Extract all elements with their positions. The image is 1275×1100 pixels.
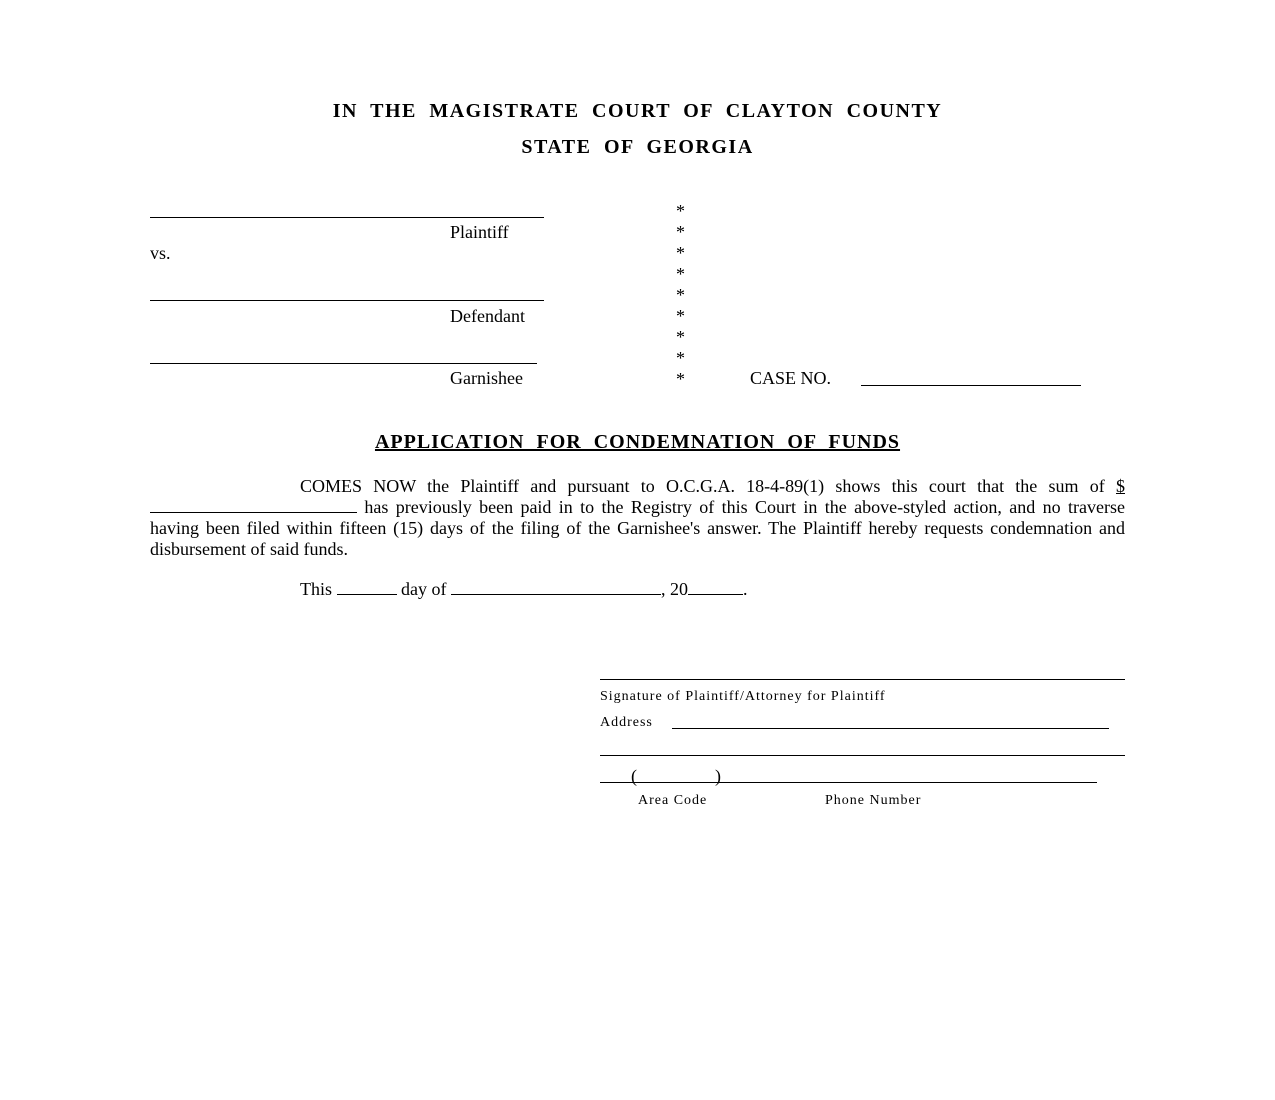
separator-star: * (676, 243, 685, 263)
month-blank[interactable] (451, 580, 661, 595)
body-text-end: has previously been paid in to the Registry of this Court in the above-styled action, and no traverse having been filed within fifteen (15) days of the filing of the Garnishee's answer. The Plaintiff hereby requests condemnation and disbursement of said funds. (150, 497, 1125, 559)
area-code-open-paren: ( (631, 766, 637, 786)
signature-label: Signature of Plaintiff/Attorney for Plaintiff (600, 689, 886, 704)
separator-star: * (676, 285, 685, 305)
plaintiff-name-line[interactable] (150, 217, 544, 218)
signature-line[interactable] (600, 679, 1125, 680)
vs-label: vs. (150, 243, 171, 263)
amount-blank[interactable] (150, 498, 357, 513)
document-title: APPLICATION FOR CONDEMNATION OF FUNDS (374, 431, 901, 453)
phone-line[interactable] (600, 782, 1097, 783)
garnishee-label: Garnishee (450, 368, 523, 388)
separator-star: * (676, 222, 685, 242)
separator-star: * (676, 348, 685, 368)
plaintiff-label: Plaintiff (450, 222, 509, 242)
this-label: This (300, 579, 333, 599)
phone-number-label: Phone Number (825, 793, 922, 808)
separator-star: * (676, 327, 685, 347)
day-blank[interactable] (337, 580, 397, 595)
separator-star: * (676, 201, 685, 221)
court-heading: IN THE MAGISTRATE COURT OF CLAYTON COUNTY (332, 100, 943, 122)
amount-dollar-sign: $ (1116, 476, 1125, 496)
year-blank[interactable] (688, 580, 743, 595)
date-period: . (743, 579, 748, 599)
address-line-1[interactable] (672, 728, 1109, 729)
separator-star: * (676, 306, 685, 326)
separator-star: * (676, 369, 685, 389)
defendant-name-line[interactable] (150, 300, 544, 301)
defendant-label: Defendant (450, 306, 525, 326)
address-label: Address (600, 715, 653, 730)
address-line-2[interactable] (600, 755, 1125, 756)
area-code-close-paren: ) (715, 766, 721, 786)
date-line (300, 579, 748, 600)
separator-star: * (676, 264, 685, 284)
state-heading: STATE OF GEORGIA (521, 136, 754, 158)
day-of-label: day of (401, 579, 447, 599)
garnishee-name-line[interactable] (150, 363, 537, 364)
year-prefix: , 20 (661, 579, 688, 599)
body-paragraph (150, 476, 1125, 560)
area-code-label: Area Code (638, 793, 708, 808)
body-text-start: COMES NOW the Plaintiff and pursuant to O.C.G.A. 18-4-89(1) shows this court that the sum of (300, 476, 1116, 496)
case-no-label: CASE NO. (750, 368, 832, 388)
case-no-line[interactable] (861, 385, 1081, 386)
